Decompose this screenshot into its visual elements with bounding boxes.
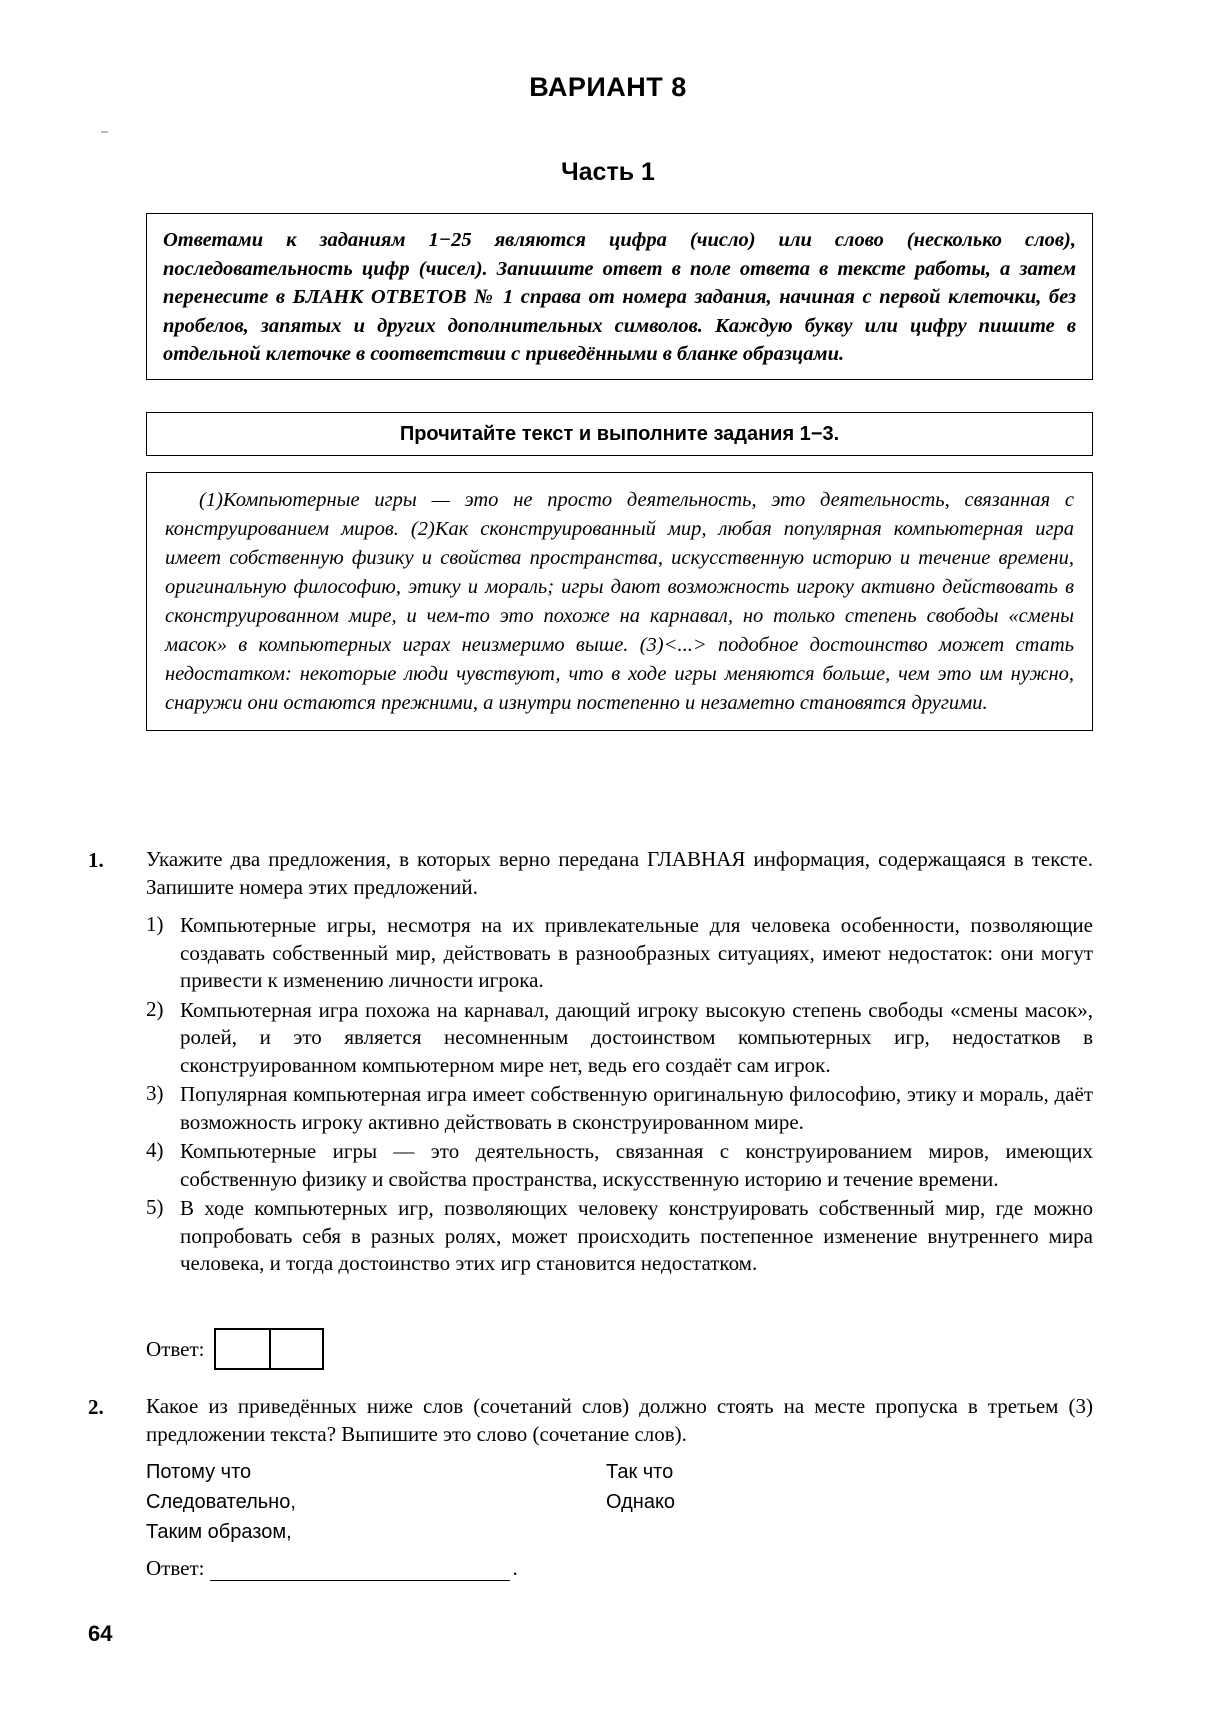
task-1-option-2[interactable] (146, 997, 1093, 1080)
task-1-options (146, 912, 1093, 1280)
source-text-paragraph: (1)Компьютерные игры — это не просто деятельность, это деятельность, связанная с конструированием миров. (2)Как сконструированный мир, любая популярная компьютерная игра имеет собственную физику и свойства пространства, искусственную историю и течение времени, оригинальную философию, этику и мораль; игры дают возможность игроку активно действовать в сконструированном мире, и чем-то это похоже на карнавал, но только степень свободы «смены масок» в компьютерных играх неизмеримо выше. (3)<...> подобное достоинство может стать недостатком: некоторые люди чувствуют, что в ходе игры меняются больше, чем это им нужно, снаружи они остаются прежними, а изнутри постепенно и незаметно становятся другими. (165, 489, 1074, 714)
option-text: Компьютерные игры, несмотря на их привлекательные для человека особенности, позволяющие создавать собственный мир, действовать в разнообразных ситуациях, имеют недостаток: они могут привести к изменению личности игрока. (180, 913, 1093, 992)
task-2-number: 2. (88, 1395, 104, 1419)
task-2-word-column-left (146, 1457, 586, 1547)
task-2-answer-row (146, 1556, 518, 1581)
option-marker: 1) (146, 912, 164, 936)
option-text: Компьютерные игры — это деятельность, связанная с конструированием миров, имеющих собственную физику и свойства пространства, искусственную историю и течение времени. (180, 1139, 1093, 1191)
part-title: Часть 1 (561, 158, 655, 186)
option-text: Компьютерная игра похожа на карнавал, дающий игроку высокую степень свободы «смены масок», ролей, и это является несомненным достоинством компьютерных игр, недостатков в сконструированном компьютерном мире нет, ведь его создаёт сам игрок. (180, 997, 1093, 1077)
instruction-box (146, 213, 1093, 380)
option-text: В ходе компьютерных игр, позволяющих человеку конструировать собственный мир, где можно попробовать себя в разных ролях, может происходить постепенное изменение внутреннего мира человека, и тогда достоинство этих игр становится недостатком. (180, 1196, 1093, 1275)
answer-cell-1[interactable] (216, 1330, 269, 1368)
task-2-prompt: Какое из приведённых ниже слов (сочетаний слов) должно стоять на месте пропуска в третьем (3) предложении текста? Выпишите это слово (сочетание слов). (146, 1394, 1093, 1446)
task-2-word-option[interactable]: Следовательно, (146, 1491, 296, 1513)
option-text: Популярная компьютерная игра имеет собственную оригинальную философию, этику и мораль, даёт возможность игроку активно действовать в сконструированном мире. (180, 1082, 1093, 1134)
task-1-option-1[interactable] (146, 912, 1093, 995)
page-title: ВАРИАНТ 8 (529, 72, 687, 102)
task-2-answer-input[interactable] (210, 1560, 510, 1581)
read-task-box (146, 412, 1093, 456)
source-text-box (146, 472, 1093, 731)
margin-tick (101, 131, 108, 133)
task-1-answer-cells[interactable] (214, 1328, 324, 1370)
option-marker: 3) (146, 1081, 164, 1105)
task-2-answer-period: . (512, 1556, 518, 1580)
task-2-answer-label: Ответ: (146, 1556, 205, 1580)
answer-cell-2[interactable] (269, 1330, 322, 1368)
task-1-number: 1. (88, 848, 104, 872)
option-marker: 5) (146, 1195, 164, 1219)
task-2-word-option[interactable]: Однако (606, 1491, 676, 1513)
option-marker: 4) (146, 1138, 164, 1162)
task-1-option-5[interactable] (146, 1195, 1093, 1278)
task-1-prompt: Укажите два предложения, в которых верно передана ГЛАВНАЯ информация, содержащаяся в тексте. Запишите номера этих предложений. (146, 847, 1093, 899)
task-2-word-option[interactable]: Потому что (146, 1461, 252, 1483)
task-2-word-column-right (606, 1457, 1006, 1517)
task-1-option-3[interactable] (146, 1081, 1093, 1136)
instruction-text: Ответами к заданиям 1−25 являются цифра (число) или слово (несколько слов), последовательность цифр (чисел). Запишите ответ в поле ответа в тексте работы, а затем перенесите в БЛАНК ОТВЕТОВ № 1 справа от номера задания, начиная с первой клеточки, без пробелов, запятых и других дополнительных символов. Каждую букву или цифру пишите в отдельной клеточке в соответствии с приведёнными в бланке образцами. (163, 229, 1076, 365)
read-task-text: Прочитайте текст и выполните задания 1−3. (399, 422, 840, 445)
page-number: 64 (88, 1621, 113, 1646)
task-1-answer-row (146, 1328, 324, 1370)
option-marker: 2) (146, 996, 164, 1021)
task-2-word-option[interactable]: Так что (606, 1461, 674, 1483)
task-1-answer-label: Ответ: (146, 1336, 205, 1361)
task-2-word-option[interactable]: Таким образом, (146, 1521, 292, 1543)
task-2-word-list (146, 1457, 1093, 1553)
task-1-option-4[interactable] (146, 1138, 1093, 1193)
